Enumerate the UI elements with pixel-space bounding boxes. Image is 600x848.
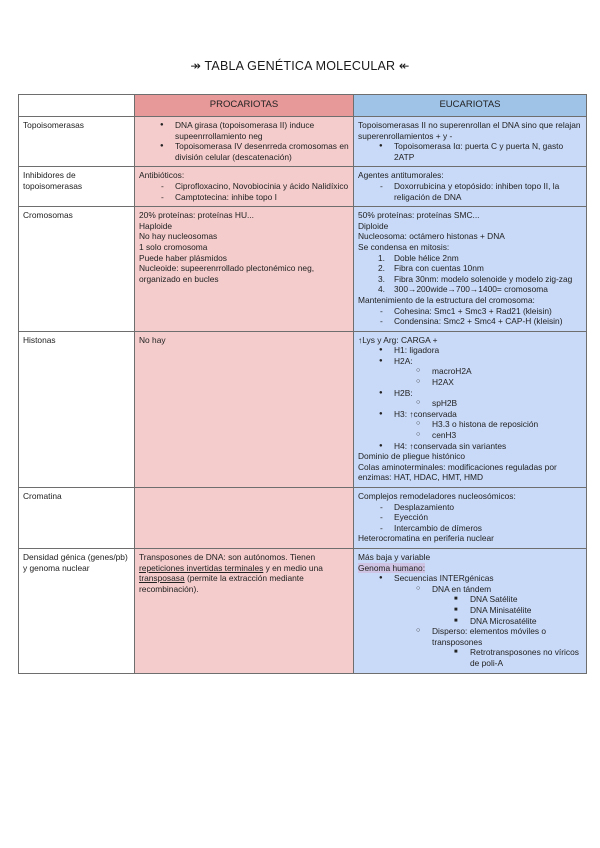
text-span: Transposones de DNA: son autónomos. Tienen bbox=[139, 551, 316, 562]
cell-euk-cromosomas bbox=[354, 207, 587, 332]
cell-euk-histonas bbox=[354, 331, 587, 487]
list-item: ○ cenH3 bbox=[358, 430, 582, 441]
text-line: No hay nucleosomas bbox=[139, 231, 218, 242]
page-title: ↠ TABLA GENÉTICA MOLECULAR ↞ bbox=[190, 59, 410, 73]
table-row bbox=[19, 117, 587, 167]
list-item: ■ Retrotransposones no víricos de poli-A bbox=[358, 647, 582, 668]
list-item: ● H3: ↑conservada bbox=[358, 409, 582, 420]
text-line: Nucleoide: supeerenrrollado plectonémico neg, organizado en bucles bbox=[139, 263, 315, 284]
list-item: ● H1: ligadora bbox=[358, 345, 582, 356]
text-span: (permite la extracción mediante recombinación). bbox=[139, 573, 304, 594]
cell-euk-cromatina bbox=[354, 488, 587, 549]
text-span: y en medio una bbox=[263, 562, 323, 573]
list-item: ○ H2AX bbox=[358, 377, 582, 388]
list-number: 3. bbox=[378, 273, 385, 284]
list-item bbox=[358, 253, 582, 264]
cell-pro-topoisomerasas bbox=[135, 117, 354, 167]
text-line: Puede haber plásmidos bbox=[139, 252, 227, 263]
list-number: 2. bbox=[378, 263, 385, 274]
list-item: - Camptotecina: inhibe topo I bbox=[139, 192, 349, 203]
cell-pro-inhibidores bbox=[135, 167, 354, 207]
text-line: Agentes antitumorales: bbox=[358, 170, 444, 181]
text-line: Nucleosoma: octámero histonas + DNA bbox=[358, 231, 505, 242]
row-label-cromosomas: Cromosomas bbox=[19, 207, 135, 332]
row-label-densidad-genica: Densidad génica (genes/pb) y genoma nuclear bbox=[19, 548, 135, 673]
text-line: 1 solo cromosoma bbox=[139, 241, 208, 252]
text-line: Diploide bbox=[358, 220, 389, 231]
header-procariotas: PROCARIOTAS bbox=[135, 95, 354, 117]
underlined-term: transposasa bbox=[139, 573, 185, 584]
list-item: - Condensina: Smc2 + Smc4 + CAP-H (kleisin) bbox=[358, 316, 582, 327]
header-blank-cell bbox=[19, 95, 135, 117]
text-line: Haploide bbox=[139, 220, 173, 231]
cell-euk-topoisomerasas bbox=[354, 117, 587, 167]
list-item: ● H2B: bbox=[358, 388, 582, 399]
text-line: Se condensa en mitosis: bbox=[358, 241, 450, 252]
table-row bbox=[19, 548, 587, 673]
text-line: Mantenimiento de la estructura del cromosoma: bbox=[358, 294, 535, 305]
row-label-topoisomerasas: Topoisomerasas bbox=[19, 117, 135, 167]
list-item: ○ DNA en tándem bbox=[358, 584, 582, 595]
header-row bbox=[19, 95, 587, 117]
list-item: ● Topoisomerasa Iα: puerta C y puerta N, gasto 2ATP bbox=[358, 141, 582, 162]
list-item: - Eyección bbox=[358, 512, 582, 523]
cell-euk-inhibidores bbox=[354, 167, 587, 207]
table-row bbox=[19, 488, 587, 549]
list-item: - Doxorrubicina y etopósido: inhiben topo II, la religación de DNA bbox=[358, 181, 582, 202]
cell-pro-cromatina bbox=[135, 488, 354, 549]
list-item: ● H2A: bbox=[358, 356, 582, 367]
list-item: - Ciprofloxacino, Novobiocinia y ácido Nalidíxico bbox=[139, 181, 349, 192]
list-text: Fibra con cuentas 10nm bbox=[394, 263, 484, 274]
text-line: Colas aminoterminales: modificaciones reguladas por enzimas: HAT, HDAC, HMT, HMD bbox=[358, 461, 557, 483]
row-label-histonas: Histonas bbox=[19, 331, 135, 487]
row-label-inhibidores: Inhibidores de topoisomerasas bbox=[19, 167, 135, 207]
list-item: - Intercambio de dímeros bbox=[358, 523, 582, 534]
list-item: ● Secuencias INTERgénicas bbox=[358, 573, 582, 584]
list-item: ● Topoisomerasa IV desenrreda cromosomas en división celular (descatenación) bbox=[139, 141, 349, 162]
cell-pro-histonas: No hay bbox=[135, 331, 354, 487]
list-item: ● DNA girasa (topoisomerasa II) induce supeenrrollamiento neg bbox=[139, 120, 349, 141]
list-number: 4. bbox=[378, 284, 385, 295]
underlined-term: repeticiones invertidas terminales bbox=[139, 562, 264, 573]
text-line: 20% proteínas: proteínas HU... bbox=[139, 210, 254, 221]
text-line bbox=[358, 563, 582, 574]
cell-pro-densidad-genica bbox=[135, 548, 354, 673]
text-paragraph bbox=[139, 552, 349, 594]
list-item: ○ spH2B bbox=[358, 398, 582, 409]
text-line: Heterocromatina en periferia nuclear bbox=[358, 533, 494, 544]
list-number: 1. bbox=[378, 252, 385, 263]
highlighted-text: Genoma humano: bbox=[358, 562, 426, 573]
list-item: ○ macroH2A bbox=[358, 366, 582, 377]
list-item: ● H4: ↑conservada sin variantes bbox=[358, 441, 582, 452]
genetics-table bbox=[18, 94, 587, 674]
text-line: Dominio de pliegue histónico bbox=[358, 451, 466, 462]
text-line: Topoisomerasas II no superenrollan el DNA sino que relajan superenrollamientos + y - bbox=[358, 120, 581, 141]
list-text: 300→200wide→700→1400= cromosoma bbox=[394, 284, 548, 295]
text-line: Más baja y variable bbox=[358, 551, 431, 562]
table-row bbox=[19, 331, 587, 487]
list-item: - Desplazamiento bbox=[358, 502, 582, 513]
text-line: ↑Lys y Arg: CARGA + bbox=[358, 334, 438, 345]
list-item: ■ DNA Satélite bbox=[358, 594, 582, 605]
list-item bbox=[358, 263, 582, 274]
list-text: Fibra 30nm: modelo solenoide y modelo zig-zag bbox=[394, 273, 573, 284]
cell-euk-densidad-genica bbox=[354, 548, 587, 673]
text-line: Complejos remodeladores nucleosómicos: bbox=[358, 491, 516, 501]
list-item bbox=[358, 284, 582, 295]
cell-pro-cromosomas bbox=[135, 207, 354, 332]
table-row bbox=[19, 207, 587, 332]
table-row bbox=[19, 167, 587, 207]
list-text: Doble hélice 2nm bbox=[394, 252, 459, 263]
row-label-cromatina: Cromatina bbox=[19, 488, 135, 549]
header-eucariotas: EUCARIOTAS bbox=[354, 95, 587, 117]
list-item: ○ Disperso: elementos móviles o transposones bbox=[358, 626, 582, 647]
list-item: - Cohesina: Smc1 + Smc3 + Rad21 (kleisin) bbox=[358, 306, 582, 317]
list-item: ■ DNA Minisatélite bbox=[358, 605, 582, 616]
list-item bbox=[358, 274, 582, 285]
text-line: 50% proteínas: proteínas SMC... bbox=[358, 210, 480, 221]
list-item: ■ DNA Microsatélite bbox=[358, 616, 582, 627]
text-line: Antibióticos: bbox=[139, 170, 185, 181]
list-item: ○ H3.3 o histona de reposición bbox=[358, 419, 582, 430]
